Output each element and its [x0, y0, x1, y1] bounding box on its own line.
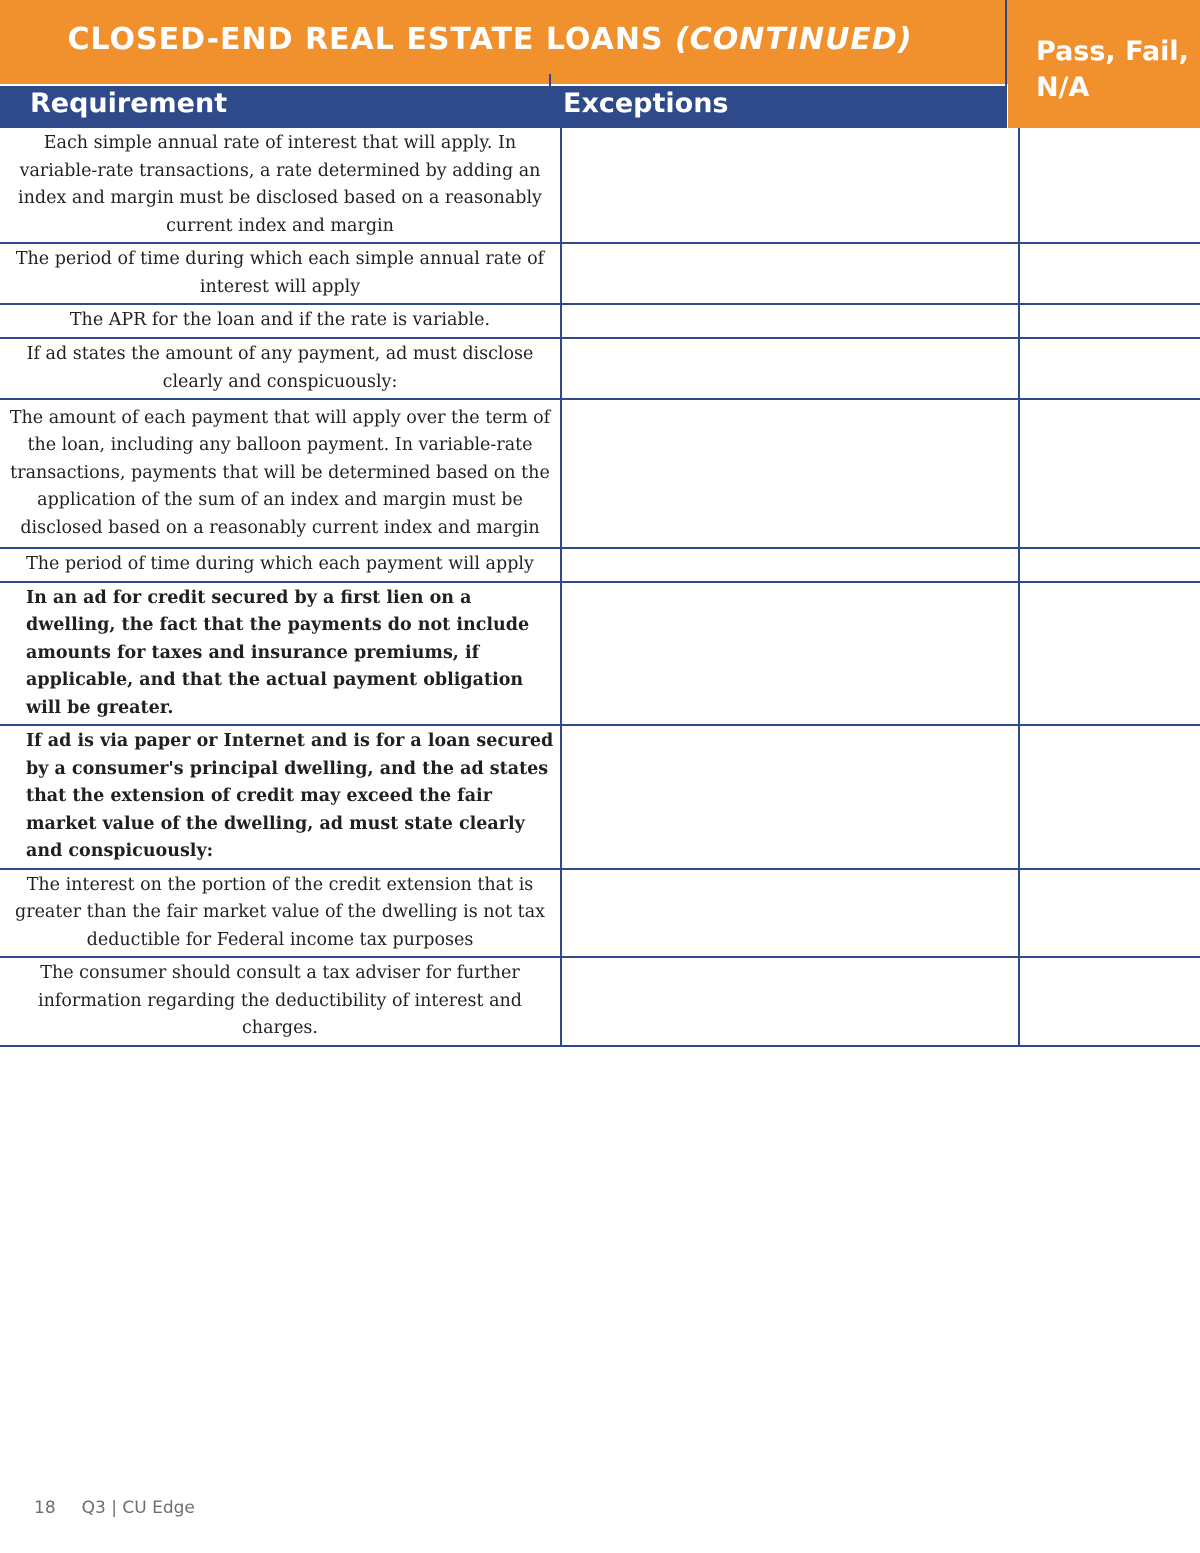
pass-fail-cell[interactable]	[1019, 582, 1200, 726]
requirement-cell: The period of time during which each payment will apply	[0, 548, 561, 582]
requirement-cell: The amount of each payment that will apply over the term of the loan, including any balloon payment. In variable-rate transactions, payments that will be determined based on the application of the sum of an index and margin must be disclosed based on a reasonably current index and margin	[0, 399, 561, 548]
pass-fail-cell[interactable]	[1019, 725, 1200, 869]
publication-name: Q3 | CU Edge	[81, 1498, 195, 1518]
checklist-row	[0, 582, 1200, 726]
section-title: CLOSED-END REAL ESTATE LOANS (CONTINUED)	[67, 22, 913, 57]
pass-fail-label: Pass, Fail, N/A	[1036, 36, 1189, 103]
requirement-cell: If ad is via paper or Internet and is for a loan secured by a consumer's principal dwelling, and the ad states that the extension of credit may exceed the fair market value of the dwelling, ad must state clearly and conspicuously:	[0, 725, 561, 869]
pass-fail-cell[interactable]	[1019, 548, 1200, 582]
column-divider-tick	[549, 74, 551, 86]
pass-fail-cell[interactable]	[1019, 304, 1200, 338]
pass-fail-cell[interactable]	[1019, 128, 1200, 243]
exceptions-cell[interactable]	[561, 399, 1019, 548]
requirement-cell: The interest on the portion of the credit extension that is greater than the fair market value of the dwelling is not tax deductible for Federal income tax purposes	[0, 869, 561, 958]
checklist-row	[0, 548, 1200, 582]
checklist-table	[0, 128, 1200, 1047]
exceptions-cell[interactable]	[561, 548, 1019, 582]
pass-fail-cell[interactable]	[1019, 957, 1200, 1046]
requirement-cell: Each simple annual rate of interest that will apply. In variable-rate transactions, a rate determined by adding an index and margin must be disclosed based on a reasonably current index and margin	[0, 128, 561, 243]
checklist-row	[0, 243, 1200, 304]
pass-fail-cell[interactable]	[1019, 243, 1200, 304]
pass-fail-cell[interactable]	[1019, 869, 1200, 958]
requirement-cell: The period of time during which each simple annual rate of interest will apply	[0, 243, 561, 304]
checklist-row	[0, 869, 1200, 958]
checklist-row	[0, 128, 1200, 243]
pass-fail-cell[interactable]	[1019, 338, 1200, 399]
requirement-column-header: Requirement	[30, 88, 228, 119]
checklist-row	[0, 399, 1200, 548]
checklist-row	[0, 338, 1200, 399]
exceptions-cell[interactable]	[561, 128, 1019, 243]
checklist-row	[0, 725, 1200, 869]
pass-fail-cell[interactable]	[1019, 399, 1200, 548]
checklist-row	[0, 957, 1200, 1046]
column-divider	[1005, 0, 1007, 128]
exceptions-cell[interactable]	[561, 582, 1019, 726]
exceptions-cell[interactable]	[561, 243, 1019, 304]
exceptions-cell[interactable]	[561, 338, 1019, 399]
exceptions-column-header: Exceptions	[563, 88, 729, 119]
requirement-cell: If ad states the amount of any payment, ad must disclose clearly and conspicuously:	[0, 338, 561, 399]
requirement-cell: In an ad for credit secured by a first lien on a dwelling, the fact that the payments do not include amounts for taxes and insurance premiums, if applicable, and that the actual payment obligation will be greater.	[0, 582, 561, 726]
exceptions-cell[interactable]	[561, 725, 1019, 869]
exceptions-cell[interactable]	[561, 304, 1019, 338]
requirement-cell: The consumer should consult a tax adviser for further information regarding the deductibility of interest and charges.	[0, 957, 561, 1046]
pass-fail-header	[1008, 0, 1200, 128]
checklist-row	[0, 304, 1200, 338]
exceptions-cell[interactable]	[561, 957, 1019, 1046]
page-footer	[34, 1498, 195, 1518]
exceptions-cell[interactable]	[561, 869, 1019, 958]
page-number: 18	[34, 1498, 56, 1518]
requirement-cell: The APR for the loan and if the rate is variable.	[0, 304, 561, 338]
